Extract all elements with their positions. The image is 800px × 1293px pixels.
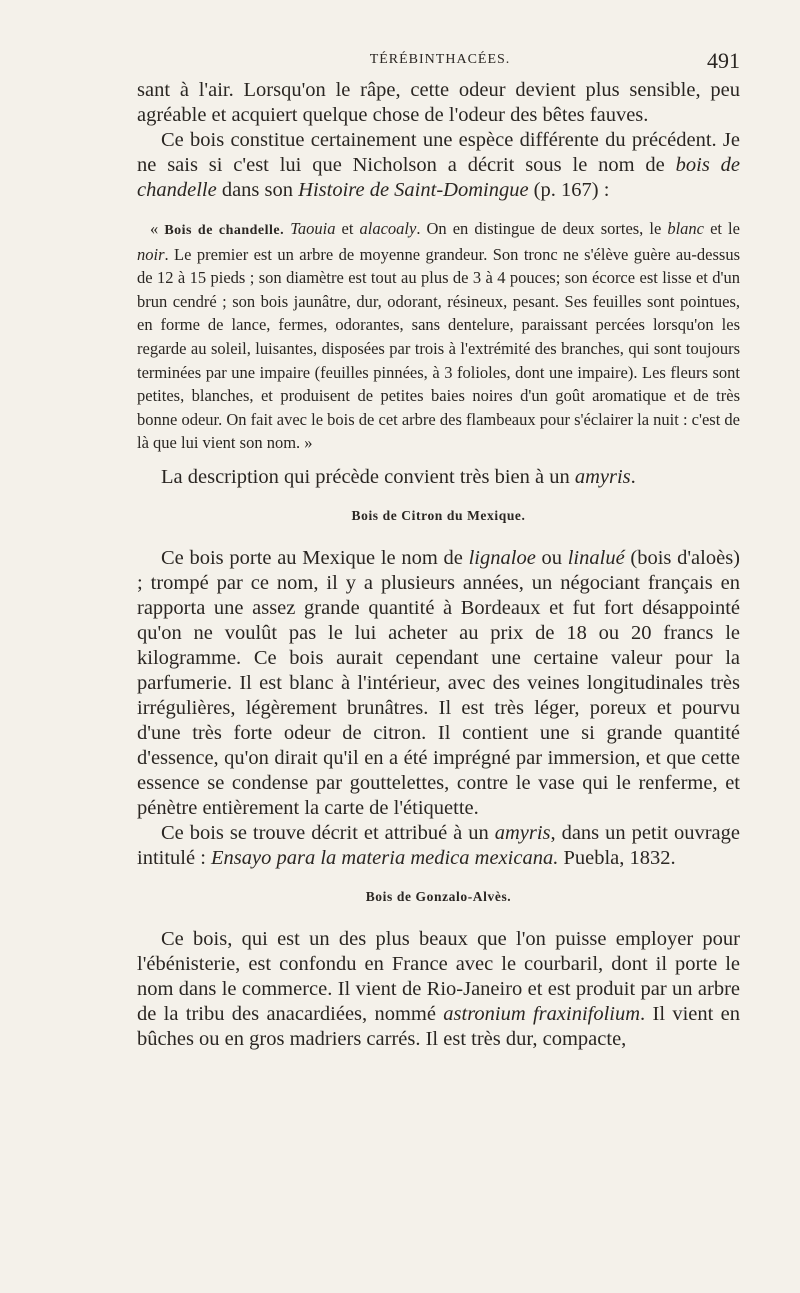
italic-term: linalué — [567, 546, 625, 569]
paragraph-text: dans son — [216, 179, 299, 201]
quote-mark: « — [150, 219, 165, 238]
italic-term: amyris — [574, 465, 631, 488]
running-title: TÉRÉBINTHACÉES. — [369, 52, 511, 67]
paragraph-text: (p. 167) : — [528, 179, 610, 201]
paragraph-text: Ce bois se trouve décrit et attribué à un — [161, 821, 495, 844]
italic-term: astronium fraxinifolium — [443, 1002, 641, 1025]
italic-term: amyris — [494, 821, 551, 844]
running-head — [140, 48, 740, 74]
quote-text: et le — [704, 219, 740, 238]
paragraph-text: (bois d'aloès) ; trompé par ce nom, il y a plusieurs années, un négociant français en rapporta une assez grande quantité à Bordeaux et fut fort désappointé qu'on ne voulût pas le lui acheter au prix de 18 ou 20 francs le kilogramme. Ce bois aurait cependant une certaine valeur pour la parfumerie. Il est blanc à l'intérieur, avec des veines longitudinales très irrégulières, légèrement brunâtres. Il est très léger, poreux et pourvu d'une très forte odeur de citron. Il contient une si grande quantité d'essence, qu'on dirait qu'il en a été imprégné par immersion, et que cette essence se condense par gouttelettes, contre le vase qui le renferme, et pénètre entièrement la carte de l'étiquette. — [137, 546, 740, 819]
book-title: Ensayo para la materia medica mexicana. — [211, 846, 559, 869]
paragraph-text: . Il vient en bûches ou en gros madriers carrés. Il est très dur, compacte, — [137, 1002, 740, 1050]
body-text — [137, 78, 740, 1052]
paragraph-text: Puebla, 1832. — [558, 846, 676, 869]
paragraph-citron — [137, 546, 740, 821]
paragraph-gonzalo — [137, 927, 740, 1052]
section-heading-citron: Bois de Citron du Mexique. — [351, 507, 526, 523]
paragraph-continuation — [137, 78, 740, 128]
paragraph-nicholson — [137, 128, 740, 203]
book-title: Histoire de Saint-Domingue — [298, 179, 529, 201]
paragraph-text: ou — [535, 546, 568, 569]
quote-text: . Le premier est un arbre de moyenne grandeur. Son tronc ne s'élève guère au-dessus de 12 à 15 pieds ; son diamètre est tout au plus de 3 à 4 pouces; son écorce est lisse et d'un brun cendré ; son bois jaunâtre, dur, odorant, résineux, pesant. Ses feuilles sont pointues, en forme de lance, fermes, odorantes, sans dentelure, paraissant percées lorsqu'on les regarde au soleil, luisantes, disposées par trois à l'extrémité des branches, qui sont toujours terminées par une impaire (feuilles pinnées, à 3 folioles, dont une impaire). Les fleurs sont petites, blanches, et produisent de petites baies noires d'un goût aromatique et de très bonne odeur. On fait avec le bois de cet arbre des flambeaux pour s'éclairer la nuit : c'est de là que lui vient son nom. » — [137, 244, 740, 453]
quote-text: et — [335, 219, 360, 238]
page-number: 491 — [707, 48, 740, 73]
quote-heading: Bois de chandelle. — [164, 223, 285, 238]
italic-term: alacoaly — [359, 219, 417, 238]
paragraph-text: La description qui précède convient très bien à un — [161, 465, 575, 488]
paragraph-text: sant à l'air. Lorsqu'on le râpe, cette odeur devient plus sensible, peu agréable et acquiert quelque chose de l'odeur des bêtes fauves. — [137, 79, 740, 126]
block-quote — [137, 217, 740, 455]
quote-text: . On en distingue de deux sortes, le — [416, 219, 668, 238]
paragraph-citron-ref — [137, 821, 740, 871]
italic-term: blanc — [667, 219, 705, 238]
paragraph-text: , dans un petit ouvrage intitulé : — [137, 821, 740, 869]
paragraph-amyris — [137, 465, 740, 490]
paragraph-text: Ce bois, qui est un des plus beaux que l'on puisse employer pour l'ébénisterie, est confondu en France avec le courbaril, dont il porte le nom dans le commerce. Il vient de Rio-Janeiro et est produit par un arbre de la tribu des anacardiées, nommé — [137, 927, 740, 1025]
section-heading-gonzalo: Bois de Gonzalo-Alvès. — [365, 888, 512, 904]
paragraph-text: Ce bois constitue certainement une espèce différente du précédent. Je ne sais si c'est lui que Nicholson a décrit sous le nom de — [137, 129, 740, 176]
italic-term: bois de chandelle — [137, 154, 740, 201]
italic-term: noir — [137, 244, 165, 264]
italic-term: lignaloe — [468, 546, 536, 569]
paragraph-text: . — [630, 465, 636, 488]
paragraph-text: Ce bois porte au Mexique le nom de — [161, 546, 469, 569]
italic-term: Taouia — [290, 219, 336, 238]
